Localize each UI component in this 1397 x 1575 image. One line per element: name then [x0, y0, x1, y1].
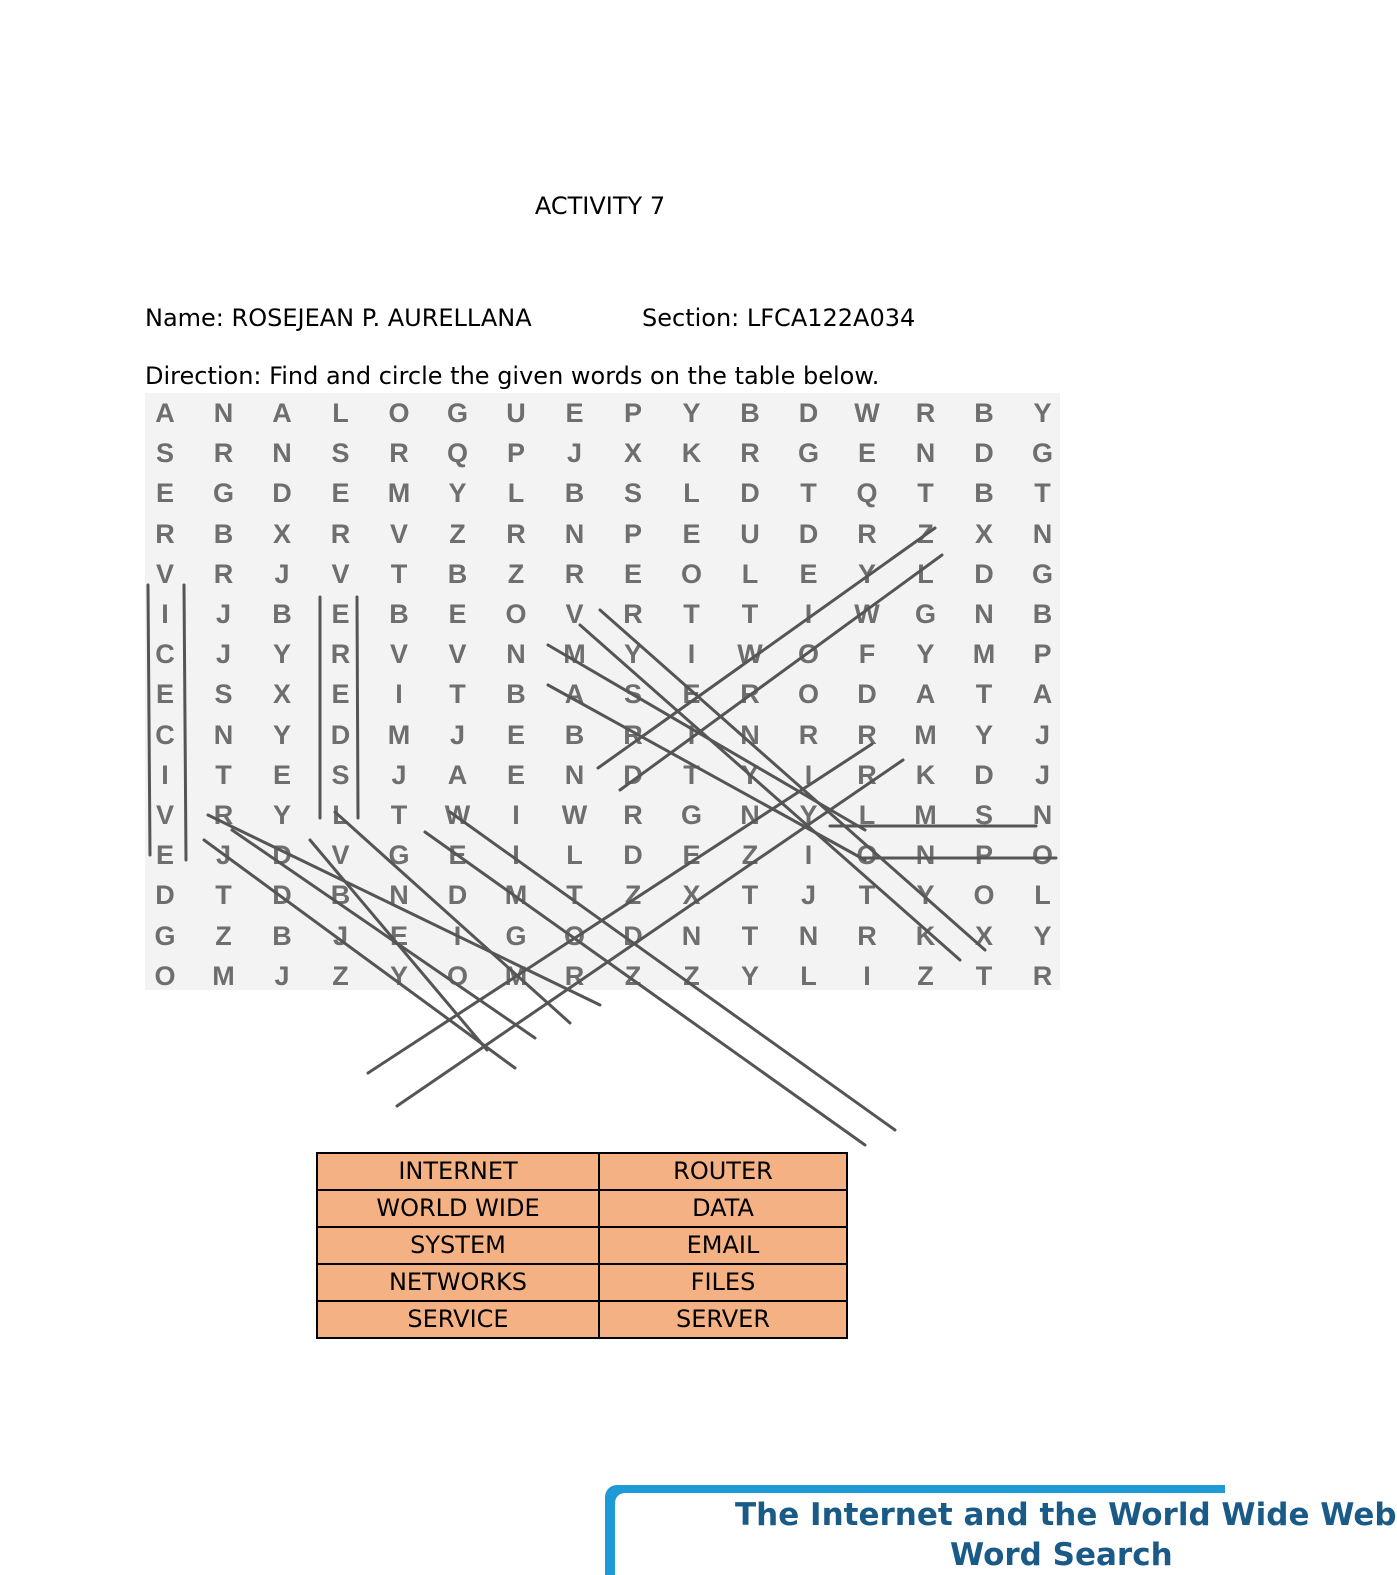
grid-letter[interactable]: T — [566, 880, 583, 911]
grid-letter[interactable]: R — [857, 518, 877, 549]
grid-letter[interactable]: P — [623, 398, 642, 428]
grid-letter[interactable]: Z — [215, 920, 232, 951]
word-list-row — [317, 1153, 847, 1190]
grid-letter[interactable]: O — [154, 960, 176, 991]
grid-letter[interactable]: E — [155, 478, 174, 509]
grid-letter[interactable]: T — [390, 800, 408, 830]
word-list-row — [317, 1190, 847, 1227]
grid-letter[interactable]: B — [506, 679, 526, 710]
grid-letter[interactable]: Y — [448, 478, 467, 509]
grid-letter[interactable]: G — [505, 920, 527, 951]
grid-letter[interactable]: Y — [974, 719, 993, 750]
grid-letter[interactable]: N — [974, 599, 994, 629]
grid-letter[interactable]: Y — [623, 639, 642, 670]
grid-letter[interactable]: G — [388, 840, 410, 871]
grid-letter[interactable]: V — [565, 599, 584, 629]
grid-letter[interactable]: R — [564, 960, 585, 991]
grid-letter[interactable]: J — [1034, 719, 1051, 750]
grid-letter[interactable]: Q — [446, 438, 468, 469]
grid-letter[interactable]: Y — [272, 719, 291, 750]
grid-letter[interactable]: R — [857, 719, 877, 750]
word-list-item: FILES — [599, 1264, 847, 1301]
grid-letter[interactable]: B — [564, 478, 585, 509]
grid-letter[interactable]: E — [448, 840, 467, 871]
grid-letter[interactable]: U — [506, 398, 526, 428]
word-search-grid — [145, 393, 1053, 993]
grid-letter[interactable]: O — [797, 639, 819, 670]
grid-letter[interactable]: O — [446, 960, 468, 991]
student-name: Name: ROSEJEAN P. AURELLANA — [145, 304, 532, 332]
grid-letter[interactable]: A — [564, 679, 585, 710]
grid-letter[interactable]: P — [1033, 639, 1052, 670]
grid-letter[interactable]: O — [505, 599, 527, 629]
grid-letter[interactable]: E — [155, 679, 174, 710]
grid-letter[interactable]: O — [388, 398, 410, 428]
grid-letter[interactable]: X — [974, 518, 993, 549]
grid-letter[interactable]: W — [737, 639, 763, 670]
grid-letter[interactable]: V — [155, 800, 174, 830]
grid-letter[interactable]: T — [975, 679, 993, 710]
grid-letter[interactable]: I — [395, 679, 403, 710]
grid-letter[interactable]: T — [741, 920, 759, 951]
grid-letter[interactable]: S — [155, 438, 174, 469]
grid-letter[interactable]: E — [682, 518, 701, 549]
grid-letter[interactable]: J — [274, 558, 290, 589]
grid-letter[interactable]: L — [566, 840, 583, 871]
grid-letter[interactable]: G — [1031, 438, 1053, 469]
grid-letter[interactable]: R — [623, 599, 643, 629]
grid-letter[interactable]: V — [389, 518, 408, 549]
grid-letter[interactable]: P — [506, 438, 525, 469]
grid-letter[interactable]: T — [683, 599, 700, 629]
word-list-row — [317, 1227, 847, 1264]
grid-letter[interactable]: Z — [449, 518, 466, 549]
grid-letter[interactable]: T — [683, 759, 700, 790]
grid-letter[interactable]: N — [915, 840, 936, 871]
grid-letter[interactable]: E — [389, 920, 408, 951]
grid-letter[interactable]: Y — [272, 800, 291, 830]
grid-letter[interactable]: L — [917, 558, 934, 589]
grid-letter[interactable]: D — [272, 840, 292, 871]
grid-letter[interactable]: M — [387, 719, 411, 750]
grid-letter[interactable]: L — [800, 960, 817, 991]
grid-letter[interactable]: F — [858, 639, 876, 670]
grid-letter[interactable]: L — [332, 398, 349, 428]
grid-letter[interactable]: V — [155, 558, 174, 589]
grid-letter[interactable]: I — [804, 599, 813, 629]
grid-letter[interactable]: J — [215, 599, 232, 629]
grid-letter[interactable]: X — [974, 920, 993, 951]
word-list-item: DATA — [599, 1190, 847, 1227]
grid-letter[interactable]: S — [331, 438, 350, 469]
grid-letter[interactable]: T — [741, 880, 759, 911]
directions-text: Direction: Find and circle the given words on the table below. — [145, 362, 880, 390]
grid-letter[interactable]: R — [213, 438, 234, 469]
grid-letter[interactable]: R — [798, 719, 819, 750]
grid-letter[interactable]: L — [507, 478, 525, 509]
grid-letter[interactable]: E — [857, 438, 876, 469]
grid-letter[interactable]: E — [506, 719, 525, 750]
grid-letter[interactable]: K — [915, 759, 936, 790]
grid-letter[interactable]: W — [444, 800, 471, 830]
grid-letter[interactable]: N — [564, 518, 585, 549]
grid-letter[interactable]: W — [561, 800, 588, 830]
grid-letter[interactable]: B — [213, 518, 234, 549]
grid-letter[interactable]: A — [155, 398, 175, 428]
grid-letter[interactable]: M — [972, 639, 996, 670]
grid-letter[interactable]: M — [504, 880, 528, 911]
grid-letter[interactable]: J — [215, 639, 232, 670]
grid-letter[interactable]: S — [623, 679, 642, 710]
grid-letter[interactable]: D — [974, 759, 994, 790]
grid-letter[interactable]: Y — [682, 398, 701, 428]
grid-letter[interactable]: X — [623, 438, 642, 469]
grid-letter[interactable]: T — [975, 960, 993, 991]
grid-letter[interactable]: R — [213, 558, 234, 589]
grid-letter[interactable]: N — [213, 398, 234, 428]
grid-letter[interactable]: B — [447, 558, 468, 589]
grid-letter[interactable]: G — [680, 800, 702, 830]
word-list-item: ROUTER — [599, 1153, 847, 1190]
grid-letter[interactable]: M — [914, 719, 937, 750]
grid-letter[interactable]: Y — [916, 639, 935, 670]
grid-letter[interactable]: W — [854, 599, 880, 629]
grid-letter[interactable]: L — [332, 800, 349, 830]
grid-letter[interactable]: J — [449, 719, 466, 750]
grid-letter[interactable]: Y — [857, 558, 876, 589]
grid-letter[interactable]: Z — [507, 558, 525, 589]
grid-letter[interactable]: Y — [799, 800, 818, 830]
grid-letter[interactable]: S — [623, 478, 642, 509]
word-search-banner — [605, 1485, 1397, 1575]
grid-letter[interactable]: D — [272, 478, 292, 509]
grid-letter[interactable]: E — [155, 840, 174, 871]
grid-letter[interactable]: I — [453, 920, 462, 951]
grid-letter[interactable]: R — [740, 438, 760, 469]
grid-letter[interactable]: N — [1032, 800, 1053, 830]
grid-letter[interactable]: J — [566, 438, 583, 469]
grid-letter[interactable]: A — [1032, 679, 1053, 710]
grid-letter[interactable]: G — [1031, 558, 1053, 589]
grid-letter[interactable]: A — [447, 759, 468, 790]
grid-letter[interactable]: L — [683, 478, 700, 509]
grid-letter[interactable]: N — [564, 759, 585, 790]
grid-letter[interactable]: Y — [1033, 920, 1052, 951]
grid-letter[interactable]: T — [215, 880, 232, 911]
grid-letter[interactable]: R — [623, 719, 643, 750]
grid-letter[interactable]: Y — [916, 880, 935, 911]
grid-letter[interactable]: T — [449, 679, 466, 710]
grid-letter[interactable]: V — [448, 639, 467, 670]
grid-letter[interactable]: I — [161, 759, 169, 790]
grid-letter[interactable]: N — [213, 719, 234, 750]
grid-letter[interactable]: U — [740, 518, 760, 549]
grid-letter[interactable]: E — [331, 478, 350, 509]
grid-letter[interactable]: Z — [624, 880, 642, 911]
grid-letter[interactable]: I — [687, 639, 696, 670]
word-list-item: EMAIL — [599, 1227, 847, 1264]
grid-letter[interactable]: J — [274, 960, 290, 991]
grid-letter[interactable]: T — [917, 478, 934, 509]
grid-letter[interactable]: R — [330, 639, 351, 670]
grid-letter[interactable]: N — [915, 438, 936, 469]
word-list-row — [317, 1264, 847, 1301]
grid-letter[interactable]: B — [1032, 599, 1053, 629]
grid-letter[interactable]: G — [154, 920, 176, 951]
grid-letter[interactable]: N — [506, 639, 526, 670]
grid-letter[interactable]: D — [857, 679, 877, 710]
grid-letter[interactable]: P — [623, 518, 642, 549]
grid-letter[interactable]: S — [214, 679, 233, 710]
grid-letter[interactable]: R — [1032, 960, 1053, 991]
grid-letter[interactable]: R — [740, 679, 760, 710]
banner-panel — [615, 1493, 1397, 1575]
grid-letter[interactable]: M — [563, 639, 586, 670]
grid-letter[interactable]: O — [973, 880, 995, 911]
grid-letter[interactable]: J — [215, 840, 232, 871]
grid-letter[interactable]: M — [387, 478, 411, 509]
word-list-item: SYSTEM — [317, 1227, 599, 1264]
grid-letter[interactable]: Q — [856, 478, 878, 509]
grid-letter[interactable]: Y — [389, 960, 408, 991]
grid-letter[interactable]: G — [914, 599, 936, 629]
grid-letter[interactable]: A — [915, 679, 936, 710]
grid-letter[interactable]: W — [854, 398, 880, 428]
word-list-table — [316, 1152, 848, 1339]
grid-letter[interactable]: I — [512, 800, 520, 830]
grid-letter[interactable]: I — [687, 719, 696, 750]
grid-letter[interactable]: O — [680, 558, 702, 589]
grid-letter[interactable]: L — [1034, 880, 1051, 911]
banner-subtitle: Word Search — [950, 1537, 1173, 1573]
grid-letter[interactable]: Z — [332, 960, 349, 991]
grid-letter[interactable]: N — [681, 920, 702, 951]
student-info — [145, 304, 916, 332]
grid-letter[interactable]: D — [623, 759, 643, 790]
grid-letter[interactable]: T — [800, 478, 817, 509]
grid-letter[interactable]: N — [740, 719, 760, 750]
grid-letter[interactable]: D — [623, 920, 643, 951]
grid-letter[interactable]: Z — [741, 840, 759, 871]
grid-letter[interactable]: T — [215, 759, 232, 790]
grid-letter[interactable]: O — [563, 920, 585, 951]
grid-letter[interactable]: L — [741, 558, 759, 589]
grid-letter[interactable]: B — [974, 398, 994, 428]
grid-letter[interactable]: N — [272, 438, 292, 469]
grid-letter[interactable]: D — [974, 438, 994, 469]
grid-letter[interactable]: K — [915, 920, 936, 951]
grid-letter[interactable]: E — [272, 759, 291, 790]
grid-letter[interactable]: R — [564, 558, 585, 589]
grid-letter[interactable]: E — [331, 679, 350, 710]
grid-letter[interactable]: B — [272, 599, 292, 629]
grid-letter[interactable]: R — [857, 920, 877, 951]
grid-letter[interactable]: D — [623, 840, 643, 871]
grid-letter[interactable]: Y — [272, 639, 291, 670]
grid-letter[interactable]: B — [272, 920, 292, 951]
grid-letter[interactable]: T — [390, 558, 408, 589]
grid-letter[interactable]: M — [504, 960, 528, 991]
grid-letter[interactable]: E — [331, 599, 350, 629]
grid-letter[interactable]: N — [389, 880, 409, 911]
grid-letter[interactable]: Y — [740, 759, 759, 790]
grid-letter[interactable]: O — [856, 840, 878, 871]
grid-letter[interactable]: G — [212, 478, 234, 509]
grid-letter[interactable]: T — [741, 599, 759, 629]
grid-letter[interactable]: X — [272, 679, 291, 710]
activity-title: ACTIVITY 7 — [534, 192, 666, 220]
grid-letter[interactable]: D — [330, 719, 351, 750]
word-list-item: INTERNET — [317, 1153, 599, 1190]
word-list-item: SERVER — [599, 1301, 847, 1338]
grid-letter[interactable]: D — [272, 880, 292, 911]
grid-letter[interactable]: P — [974, 840, 993, 871]
grid-letter[interactable]: O — [797, 679, 819, 710]
grid-letter[interactable]: R — [213, 800, 234, 830]
grid-letter[interactable]: J — [391, 759, 407, 790]
word-list-row — [317, 1301, 847, 1338]
grid-letter[interactable]: D — [798, 398, 819, 428]
grid-letter[interactable]: R — [330, 518, 351, 549]
grid-letter[interactable]: R — [155, 518, 175, 549]
grid-letter[interactable]: O — [1031, 840, 1053, 871]
grid-letter[interactable]: Z — [917, 518, 934, 549]
grid-letter[interactable]: Z — [624, 960, 642, 991]
grid-letter[interactable]: E — [565, 398, 584, 428]
grid-letter[interactable]: G — [797, 438, 819, 469]
grid-letter[interactable]: N — [798, 920, 819, 951]
grid-letter[interactable]: S — [331, 759, 350, 790]
word-list-item: SERVICE — [317, 1301, 599, 1338]
grid-letter[interactable]: J — [800, 880, 817, 911]
banner-title: The Internet and the World Wide Web — [735, 1497, 1397, 1533]
student-section: Section: LFCA122A034 — [642, 304, 916, 332]
grid-letter[interactable]: R — [623, 800, 643, 830]
grid-letter[interactable]: A — [272, 398, 292, 428]
grid-letter[interactable]: N — [740, 800, 760, 830]
grid-letter[interactable]: S — [974, 800, 993, 830]
grid-letter[interactable]: D — [155, 880, 175, 911]
grid-letter[interactable]: M — [914, 800, 937, 830]
grid-letter[interactable]: T — [858, 880, 876, 911]
grid-letter[interactable]: R — [506, 518, 526, 549]
grid-letter[interactable]: D — [974, 558, 994, 589]
grid-letter[interactable]: V — [331, 558, 350, 589]
grid-letter[interactable]: E — [799, 558, 818, 589]
grid-letter[interactable]: B — [389, 599, 409, 629]
grid-letter[interactable]: X — [682, 880, 701, 911]
grid-letter[interactable]: Z — [917, 960, 934, 991]
word-list-item: WORLD WIDE — [317, 1190, 599, 1227]
grid-letter[interactable]: I — [863, 960, 871, 991]
grid-letter[interactable]: C — [155, 639, 175, 670]
grid-letter[interactable]: G — [446, 398, 468, 428]
grid-letter[interactable]: R — [857, 759, 877, 790]
grid-letter[interactable]: J — [332, 920, 349, 951]
grid-letter[interactable]: D — [798, 518, 819, 549]
grid-letter[interactable]: I — [804, 759, 813, 790]
grid-letter[interactable]: E — [682, 840, 701, 871]
grid-letter[interactable]: D — [447, 880, 468, 911]
grid-letter[interactable]: J — [1034, 759, 1051, 790]
grid-letter[interactable]: I — [161, 599, 169, 629]
grid-letter[interactable]: L — [858, 800, 876, 830]
grid-letter[interactable]: I — [512, 840, 520, 871]
grid-letter[interactable]: R — [915, 398, 936, 428]
grid-letter[interactable]: E — [448, 599, 467, 629]
grid-letter[interactable]: C — [155, 719, 175, 750]
grid-letter[interactable]: E — [682, 679, 701, 710]
grid-letter[interactable]: E — [623, 558, 642, 589]
grid-letter[interactable]: B — [740, 398, 760, 428]
grid-letter[interactable]: B — [330, 880, 351, 911]
grid-letter[interactable]: N — [1032, 518, 1053, 549]
word-list-item: NETWORKS — [317, 1264, 599, 1301]
grid-letter[interactable]: V — [389, 639, 408, 670]
grid-letter[interactable]: D — [740, 478, 760, 509]
grid-letter[interactable]: K — [681, 438, 702, 469]
grid-letter[interactable]: B — [564, 719, 585, 750]
grid-letter[interactable]: E — [506, 759, 525, 790]
grid-letter[interactable]: Y — [1033, 398, 1052, 428]
grid-letter[interactable]: M — [212, 960, 235, 991]
grid-letter[interactable]: X — [272, 518, 291, 549]
grid-letter[interactable]: T — [1034, 478, 1051, 509]
grid-letter[interactable]: R — [389, 438, 409, 469]
grid-letter[interactable]: B — [974, 478, 994, 509]
grid-letter[interactable]: V — [331, 840, 350, 871]
grid-letter[interactable]: Y — [740, 960, 759, 991]
grid-letter[interactable]: Z — [683, 960, 700, 991]
grid-letter[interactable]: I — [804, 840, 813, 871]
